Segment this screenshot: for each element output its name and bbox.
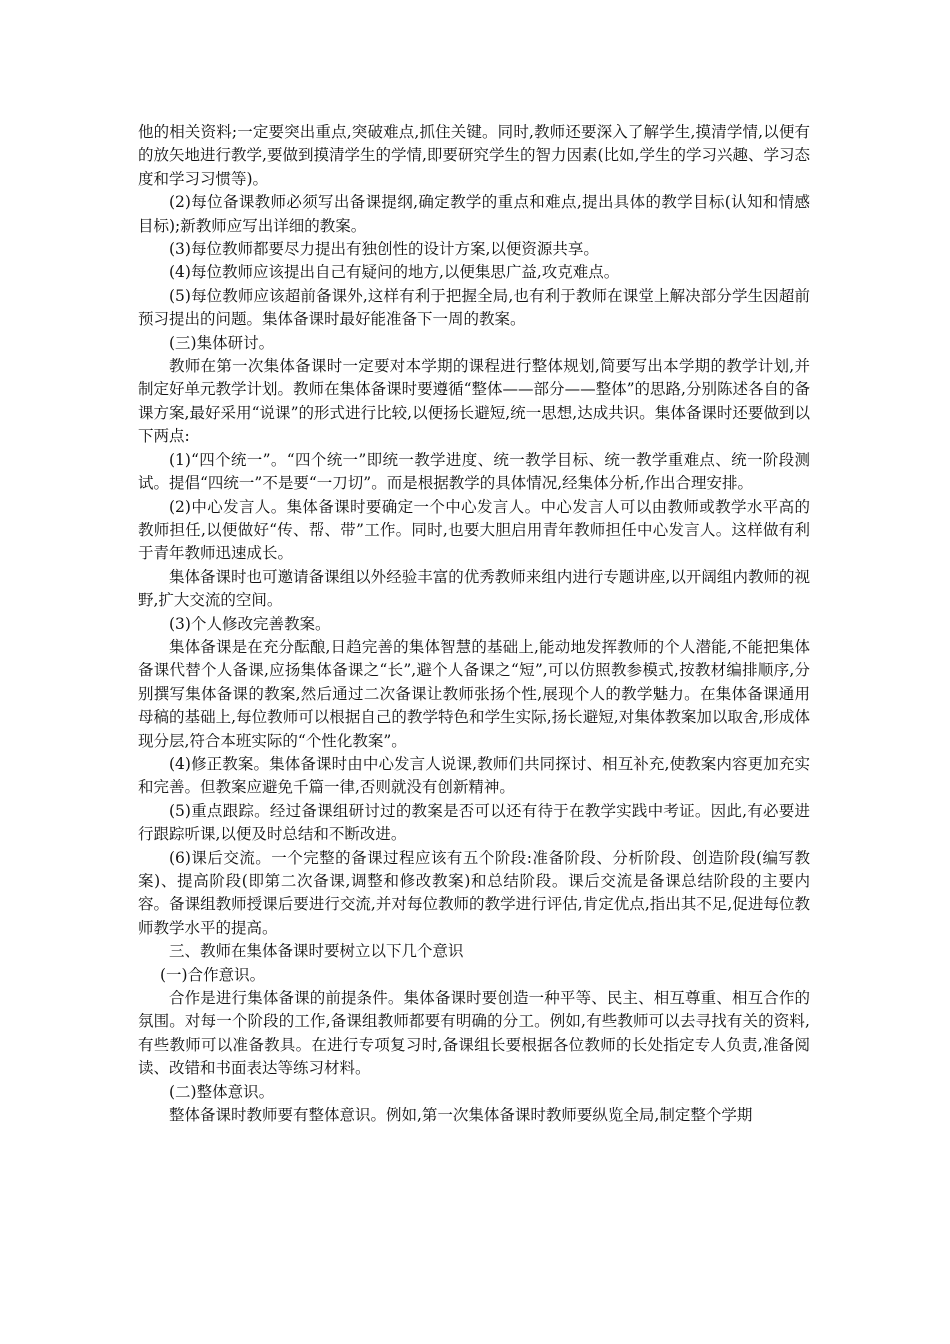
paragraph: (4)每位教师应该提出自己有疑问的地方,以便集思广益,攻克难点。 [169, 263, 620, 282]
section-heading: 三、教师在集体备课时要树立以下几个意识 [169, 942, 464, 961]
paragraph: 集体备课时也可邀请备课组以外经验丰富的优秀教师来组内进行专题讲座,以开阔组内教师的视野,扩大交流的空间。 [138, 567, 810, 610]
paragraph: (3)个人修改完善教案。 [169, 614, 331, 633]
paragraph: (5)重点跟踪。经过备课组研讨过的教案是否可以还有待于在教学实践中考证。因此,有必要进行跟踪听课,以便及时总结和不断改进。 [138, 801, 810, 844]
paragraph: 合作是进行集体备课的前提条件。集体备课时要创造一种平等、民主、相互尊重、相互合作的氛围。对每一个阶段的工作,备课组教师都要有明确的分工。例如,有些教师可以去寻找有关的资料,有些教师可以准备教具。在进行专项复习时,备课组长要根据各位教师的长处指定专人负责,准备阅读、改错和书面表达等练习材料。 [138, 989, 810, 1078]
paragraph: (2)中心发言人。集体备课时要确定一个中心发言人。中心发言人可以由教师或教学水平高的教师担任,以便做好“传、帮、带”工作。同时,也要大胆启用青年教师担任中心发言人。这样做有利于青年教师迅速成长。 [138, 497, 810, 563]
paragraph: (2)每位备课教师必须写出备课提纲,确定教学的重点和难点,提出具体的教学目标(认知和情感目标);新教师应写出详细的教案。 [138, 193, 810, 235]
paragraph: 他的相关资料;一定要突出重点,突破难点,抓住关键。同时,教师还要深入了解学生,摸清学情,以便有的放矢地进行教学,要做到摸清学生的学情,即要研究学生的智力因素(比如,学生的学习兴趣、学习态度和学习习惯等)。 [138, 123, 810, 188]
paragraph: (5)每位教师应该超前备课外,这样有利于把握全局,也有利于教师在课堂上解决部分学生因超前预习提出的问题。集体备课时最好能准备下一周的教案。 [138, 286, 810, 329]
paragraph: (1)“四个统一”。“四个统一”即统一教学进度、统一教学目标、统一教学重难点、统一阶段测试。提倡“四统一”不是要“一刀切”。而是根据教学的具体情况,经集体分析,作出合理安排。 [138, 450, 810, 493]
paragraph: 集体备课是在充分酝酿,日趋完善的集体智慧的基础上,能动地发挥教师的个人潜能,不能把集体备课代替个人备课,应扬集体备课之“长”,避个人备课之“短”,可以仿照教参模式,按教材编排顺序,分别撰写集体备课的教案,然后通过二次备课让教师张扬个性,展现个人的教学魅力。在集体备课通用母稿的基础上,每位教师可以根据自己的教学特色和学生实际,扬长避短,对集体教案加以取舍,形成体现分层,符合本班实际的“个性化教案”。 [138, 637, 810, 750]
subsection-heading: (一)合作意识。 [160, 965, 266, 984]
paragraph: 教师在第一次集体备课时一定要对本学期的课程进行整体规划,简要写出本学期的教学计划,并制定好单元教学计划。教师在集体备课时要遵循“整体——部分——整体”的思路,分别陈述各自的备课方案,最好采用“说课”的形式进行比较,以便扬长避短,统一思想,达成共识。集体备课时还要做到以下两点: [138, 357, 810, 446]
subsection-heading: (二)整体意识。 [169, 1082, 275, 1101]
paragraph: (3)每位教师都要尽力提出有独创性的设计方案,以便资源共享。 [169, 240, 599, 259]
paragraph: (6)课后交流。一个完整的备课过程应该有五个阶段:准备阶段、分析阶段、创造阶段(编写教案)、提高阶段(即第二次备课,调整和修改教案)和总结阶段。课后交流是备课总结阶段的主要内容。备课组教师授课后要进行交流,并对每位教师的教学进行评估,肯定优点,指出其不足,促进每位教师教学水平的提高。 [138, 848, 810, 937]
document-body [138, 121, 810, 1127]
paragraph: (4)修正教案。集体备课时由中心发言人说课,教师们共同探讨、相互补充,使教案内容更加充实和完善。但教案应避免千篇一律,否则就没有创新精神。 [138, 754, 810, 797]
paragraph: 整体备课时教师要有整体意识。例如,第一次集体备课时教师要纵览全局,制定整个学期 [169, 1106, 753, 1125]
section-heading: (三)集体研讨。 [169, 333, 275, 352]
